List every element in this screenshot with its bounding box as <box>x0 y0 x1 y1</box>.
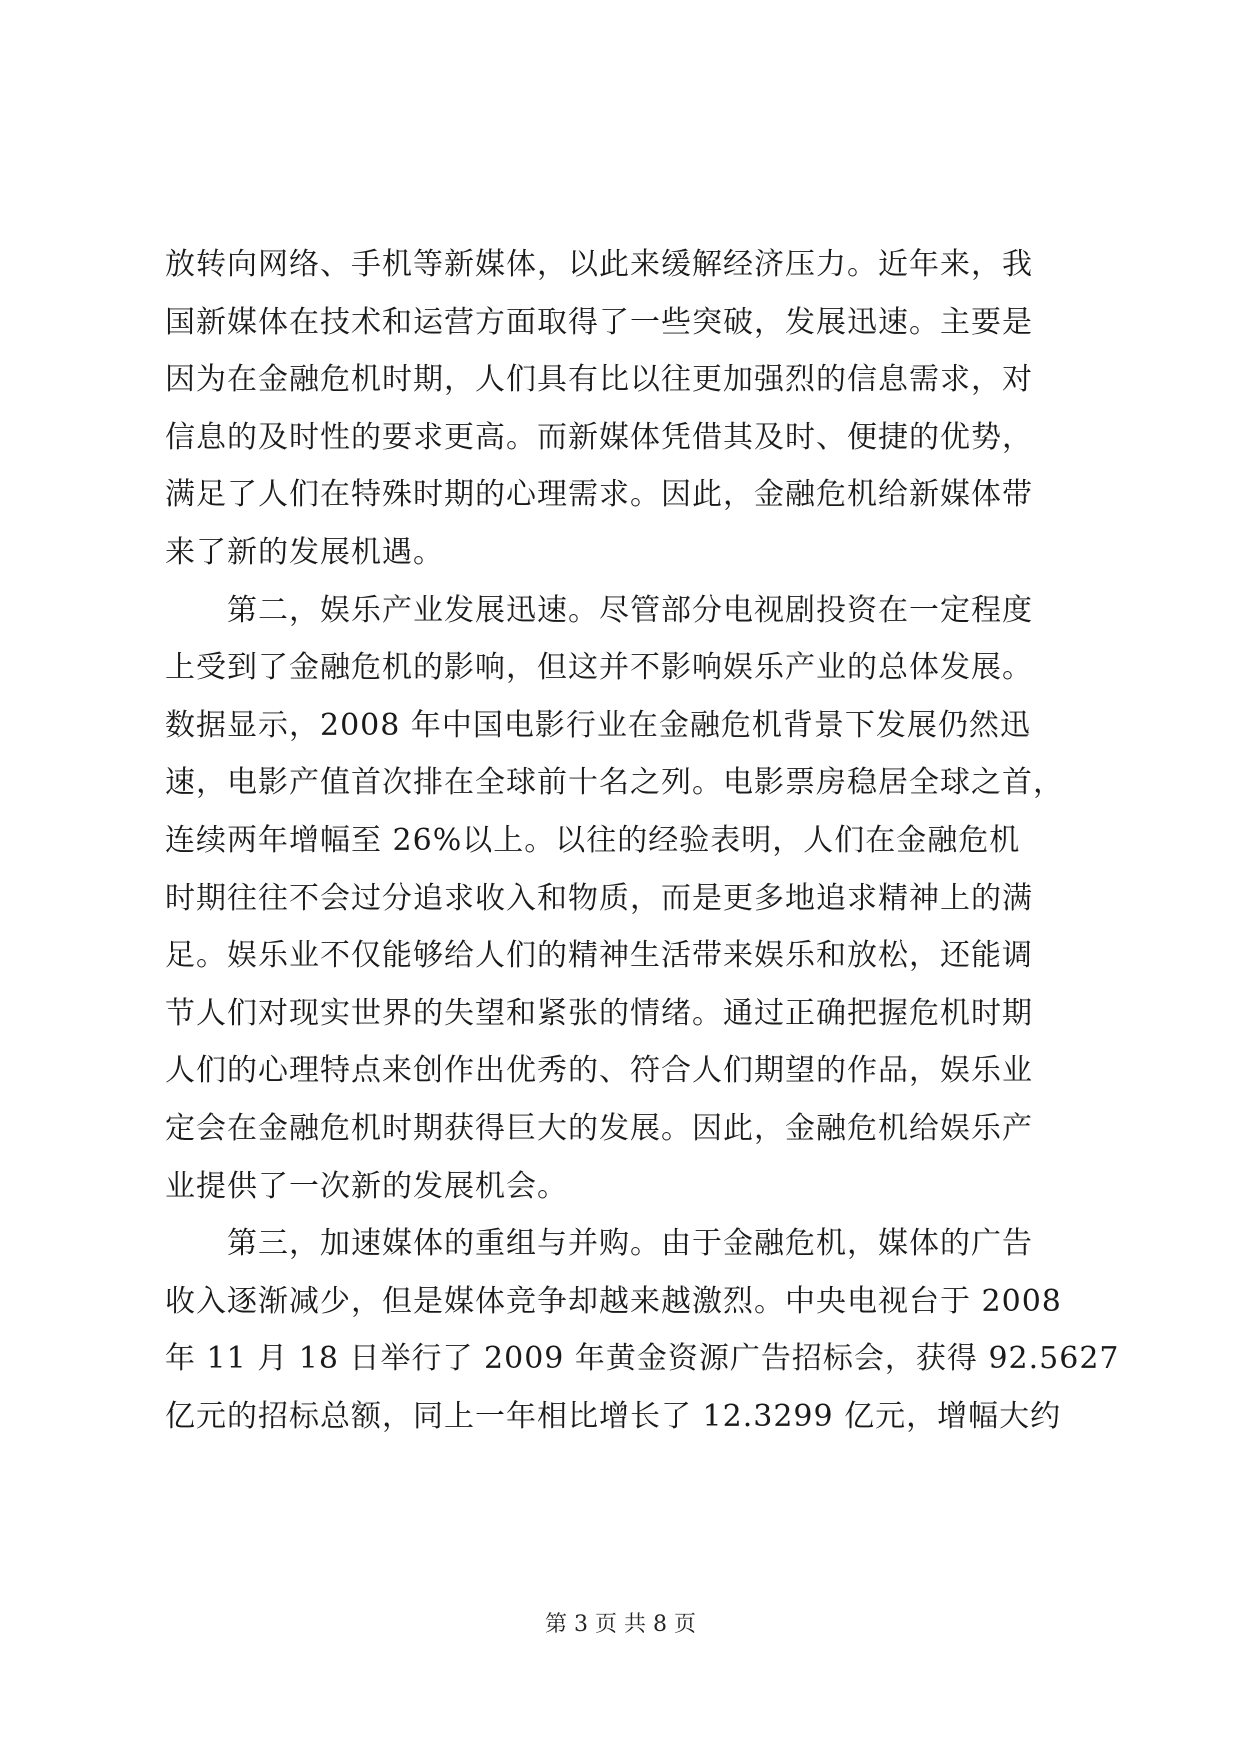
text-line: 第三，加速媒体的重组与并购。由于金融危机，媒体的广告 <box>227 1226 1033 1262</box>
text-line: 节人们对现实世界的失望和紧张的情绪。通过正确把握危机时期 <box>165 995 1033 1031</box>
paragraph-entertainment <box>165 582 1085 1216</box>
text-line: 亿元的招标总额，同上一年相比增长了 12.3299 亿元，增幅大约 <box>165 1398 1062 1434</box>
paragraph-media-merger <box>165 1215 1120 1445</box>
text-line: 连续两年增幅至 26%以上。以往的经验表明，人们在金融危机 <box>165 822 1021 858</box>
paragraph-new-media <box>165 236 1085 582</box>
text-line: 人们的心理特点来创作出优秀的、符合人们期望的作品，娱乐业 <box>165 1053 1033 1089</box>
text-line: 数据显示，2008 年中国电影行业在金融危机背景下发展仍然迅 <box>165 707 1031 743</box>
text-line: 足。娱乐业不仅能够给人们的精神生活带来娱乐和放松，还能调 <box>165 938 1033 974</box>
text-line: 第二，娱乐产业发展迅速。尽管部分电视剧投资在一定程度 <box>227 592 1033 628</box>
page-footer <box>0 1610 1241 1640</box>
text-line: 速，电影产值首次排在全球前十名之列。电影票房稳居全球之首， <box>165 765 1064 801</box>
text-line: 国新媒体在技术和运营方面取得了一些突破，发展迅速。主要是 <box>165 304 1033 340</box>
text-line: 时期往往不会过分追求收入和物质，而是更多地追求精神上的满 <box>165 880 1033 916</box>
text-line: 定会在金融危机时期获得巨大的发展。因此，金融危机给娱乐产 <box>165 1110 1033 1146</box>
page-number: 第 3 页 共 8 页 <box>545 1612 696 1637</box>
body-text <box>165 236 1120 1445</box>
text-line: 年 11 月 18 日举行了 2009 年黄金资源广告招标会，获得 92.5627 <box>165 1341 1120 1377</box>
text-line: 来了新的发展机遇。 <box>165 534 444 570</box>
text-line: 因为在金融危机时期，人们具有比以往更加强烈的信息需求，对 <box>165 362 1033 398</box>
text-line: 放转向网络、手机等新媒体，以此来缓解经济压力。近年来，我 <box>165 247 1033 282</box>
text-line: 收入逐渐减少，但是媒体竞争却越来越激烈。中央电视台于 2008 <box>165 1283 1062 1319</box>
text-line: 信息的及时性的要求更高。而新媒体凭借其及时、便捷的优势， <box>165 419 1033 455</box>
text-line: 业提供了一次新的发展机会。 <box>165 1168 568 1204</box>
text-line: 满足了人们在特殊时期的心理需求。因此，金融危机给新媒体带 <box>165 477 1033 513</box>
text-line: 上受到了金融危机的影响，但这并不影响娱乐产业的总体发展。 <box>165 650 1033 686</box>
